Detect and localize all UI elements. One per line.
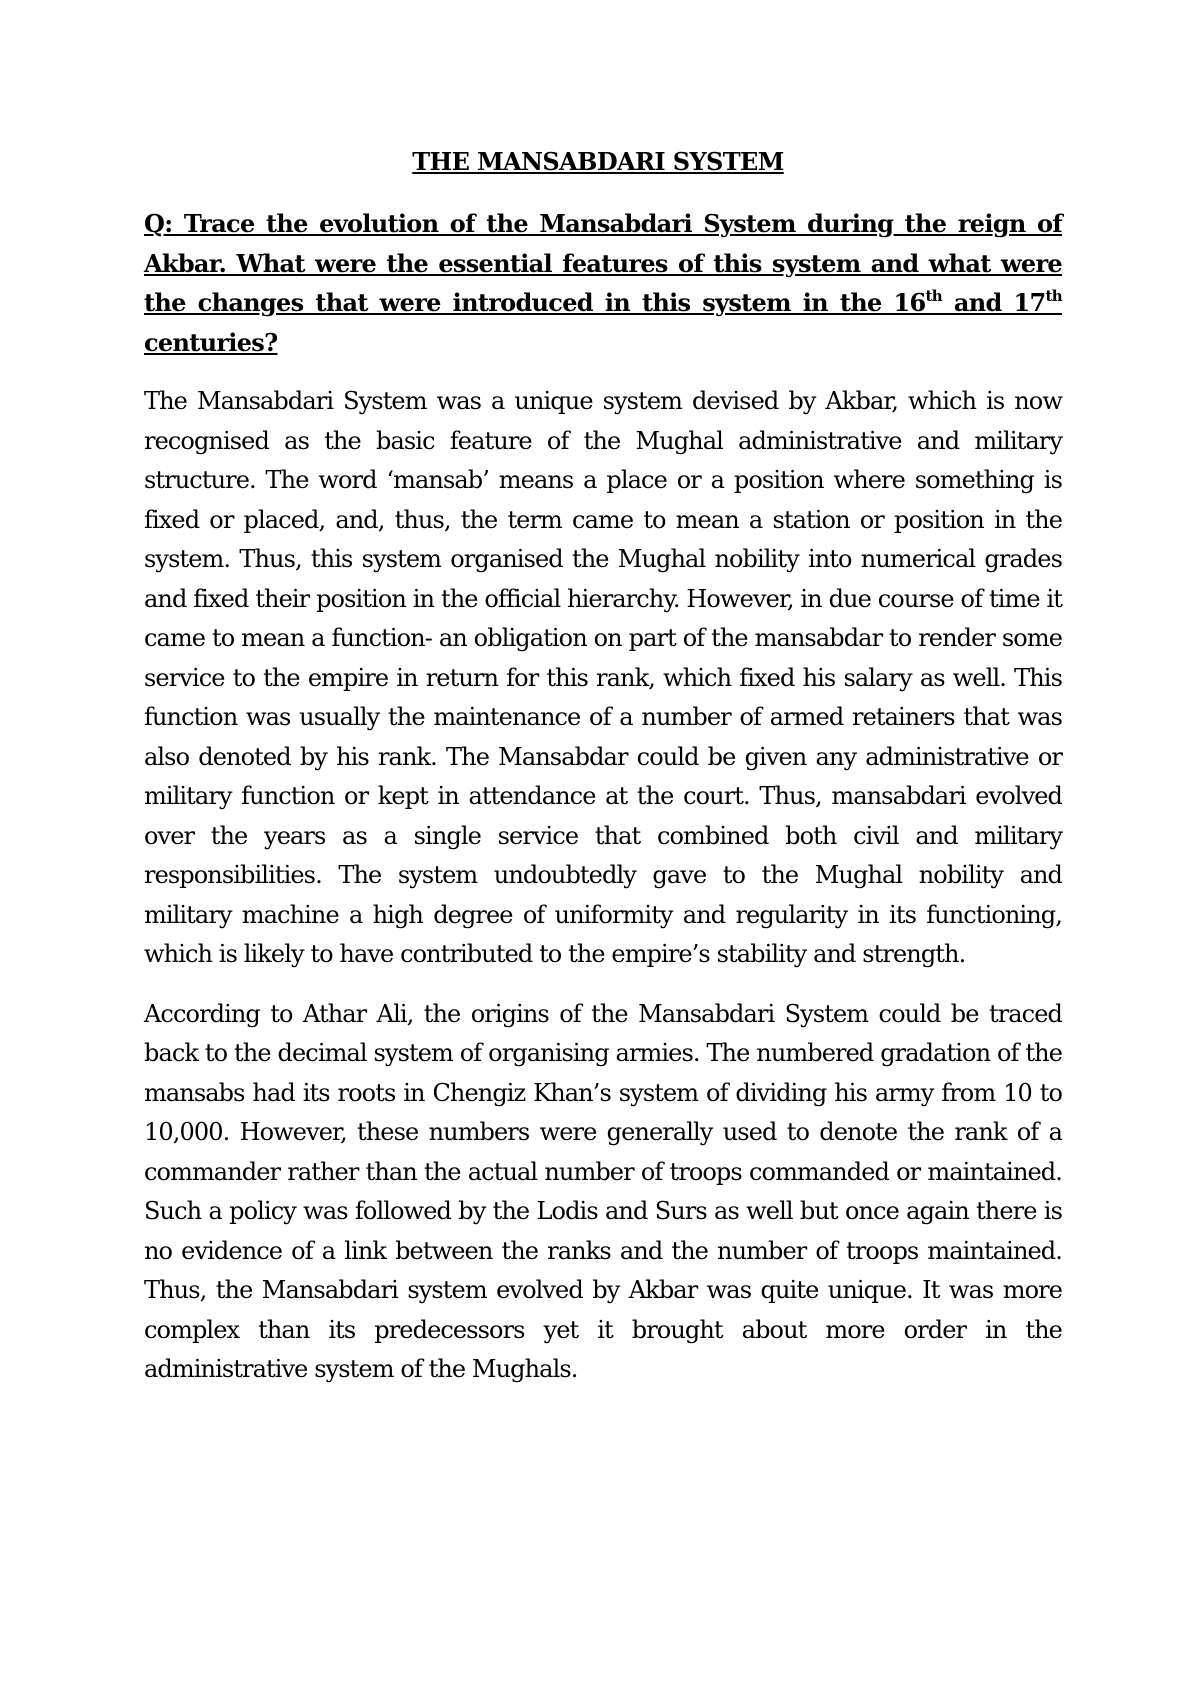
- question-heading: [144, 204, 1062, 362]
- question-superscript-1: th: [925, 287, 942, 305]
- question-text-part-3: centuries?: [144, 327, 278, 357]
- body-paragraph: According to Athar Ali, the origins of the Mansabdari System could be traced back to the decimal system of organising armies. The numbered gradation of the mansabs had its roots in Chengiz Khan’s system of dividing his army from 10 to 10,000. However, these numbers were generally used to denote the rank of a commander rather than the actual number of troops commanded or maintained. Such a policy was followed by the Lodis and Surs as well but once again there is no evidence of a link between the ranks and the number of troops maintained. Thus, the Mansabdari system evolved by Akbar was quite unique. It was more complex than its predecessors yet it brought about more order in the administrative system of the Mughals.: [144, 999, 1062, 1383]
- document-page: [144, 140, 1062, 1410]
- question-text-part-1: Q: Trace the evolution of the Mansabdari System during the reign of Akbar. What were the essential features of this system and what were the changes that were introduced in this system in the 16: [144, 209, 1062, 317]
- document-title: THE MANSABDARI SYSTEM: [412, 147, 784, 176]
- question-superscript-2: th: [1045, 287, 1062, 305]
- body-paragraph: The Mansabdari System was a unique system devised by Akbar, which is now recognised as the basic feature of the Mughal administrative and military structure. The word ‘mansab’ means a place or a position where something is fixed or placed, and, thus, the term came to mean a station or position in the system. Thus, this system organised the Mughal nobility into numerical grades and fixed their position in the official hierarchy. However, in due course of time it came to mean a function- an obligation on part of the mansabdar to render some service to the empire in return for this rank, which fixed his salary as well. This function was usually the maintenance of a number of armed retainers that was also denoted by his rank. The Mansabdar could be given any administrative or military function or kept in attendance at the court. Thus, mansabdari evolved over the years as a single service that combined both civil and military responsibilities. The system undoubtedly gave to the Mughal nobility and military machine a high degree of uniformity and regularity in its functioning, which is likely to have contributed to the empire’s stability and strength.: [144, 387, 1062, 968]
- question-text-part-2: and 17: [941, 288, 1046, 317]
